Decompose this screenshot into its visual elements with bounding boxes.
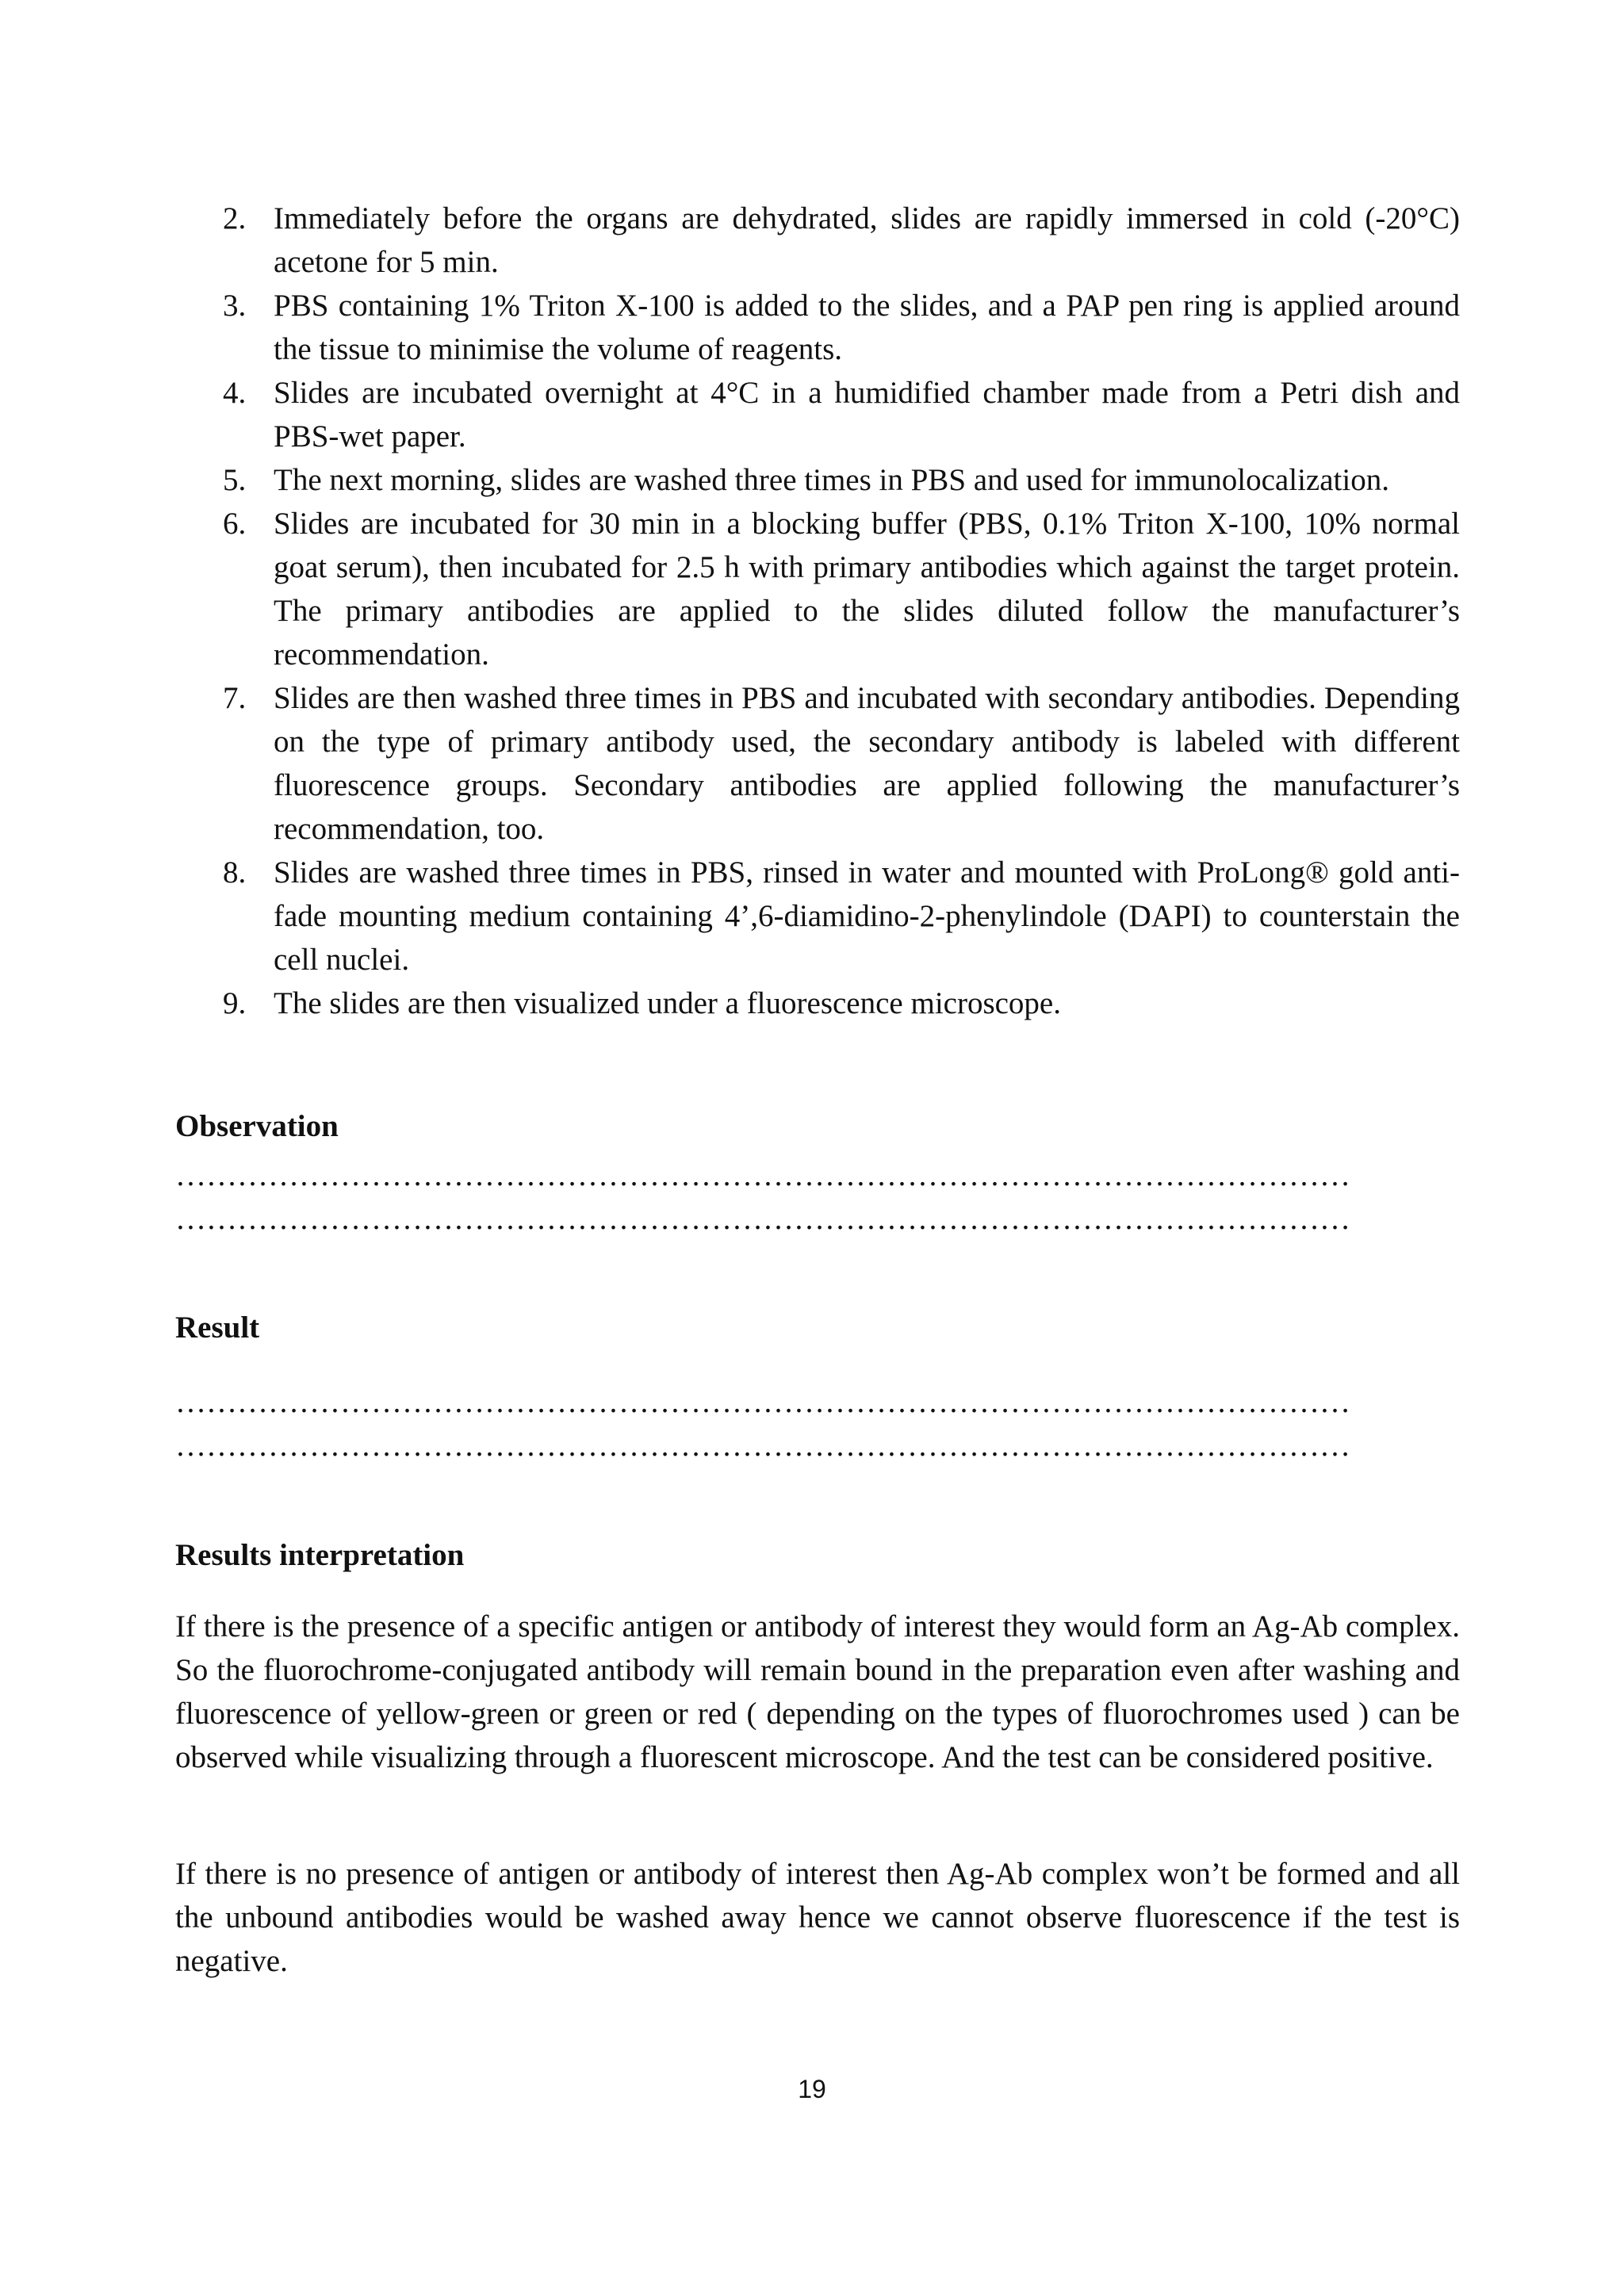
step-text: Slides are washed three times in PBS, rinsed in water and mounted with ProLong® gold anti-fade mounting medium containing 4’,6-diamidino-2-phenylindole (DAPI) to counterstain the cell nuclei.: [274, 855, 1460, 977]
interpretation-paragraph-positive: If there is the presence of a specific antigen or antibody of interest they would form an Ag-Ab complex. So the fluorochrome-conjugated antibody will remain bound in the preparation even after washing and fluorescence of yellow-green or green or red ( depending on the types of fluorochromes used ) can be observed while visualizing through a fluorescent microscope. And the test can be considered positive.: [175, 1609, 1460, 1774]
procedure-steps-list: [175, 197, 1460, 1025]
results-interpretation-heading: Results interpretation: [175, 1538, 465, 1572]
procedure-step: [175, 851, 1460, 982]
step-number: 8.: [223, 855, 247, 890]
page-number: 19: [798, 2075, 826, 2103]
step-number: 5.: [223, 463, 247, 497]
observation-line: ……………………………………………………………………………………………………: [175, 1158, 1350, 1192]
step-text: Slides are incubated overnight at 4°C in a humidified chamber made from a Petri dish and PBS-wet paper.: [274, 376, 1460, 453]
step-text: The next morning, slides are washed three times in PBS and used for immunolocalization.: [274, 463, 1389, 497]
result-heading: Result: [175, 1311, 260, 1345]
step-text: Slides are then washed three times in PBS and incubated with secondary antibodies. Depending on the type of primary antibody used, the secondary antibody is labeled with different fluorescence groups. Secondary antibodies are applied following the manufacturer’s recommendation, too.: [274, 681, 1460, 846]
result-line: ……………………………………………………………………………………………………: [175, 1429, 1350, 1463]
procedure-step: [175, 458, 1460, 502]
step-text: The slides are then visualized under a fluorescence microscope.: [274, 986, 1061, 1020]
observation-heading: Observation: [175, 1109, 339, 1143]
observation-line: ……………………………………………………………………………………………………: [175, 1202, 1350, 1236]
procedure-step: [175, 197, 1460, 284]
interpretation-paragraph-negative: If there is no presence of antigen or antibody of interest then Ag-Ab complex won’t be formed and all the unbound antibodies would be washed away hence we cannot observe fluorescence if the test is negative.: [175, 1857, 1460, 1978]
step-number: 4.: [223, 376, 247, 410]
step-number: 9.: [223, 986, 247, 1020]
step-text: Immediately before the organs are dehydrated, slides are rapidly immersed in cold (-20°C) acetone for 5 min.: [274, 201, 1460, 279]
step-number: 3.: [223, 289, 247, 323]
step-number: 2.: [223, 201, 247, 235]
step-number: 7.: [223, 681, 247, 715]
procedure-step: [175, 982, 1460, 1025]
procedure-step: [175, 676, 1460, 851]
step-number: 6.: [223, 507, 247, 541]
procedure-step: [175, 502, 1460, 676]
step-text: Slides are incubated for 30 min in a blocking buffer (PBS, 0.1% Triton X-100, 10% normal goat serum), then incubated for 2.5 h with primary antibodies which against the target protein. The primary antibodies are applied to the slides diluted follow the manufacturer’s recommendation.: [274, 507, 1460, 672]
result-line: ……………………………………………………………………………………………………: [175, 1385, 1350, 1419]
procedure-step: [175, 371, 1460, 458]
step-text: PBS containing 1% Triton X-100 is added to the slides, and a PAP pen ring is applied around the tissue to minimise the volume of reagents.: [274, 289, 1460, 366]
procedure-step: [175, 284, 1460, 371]
